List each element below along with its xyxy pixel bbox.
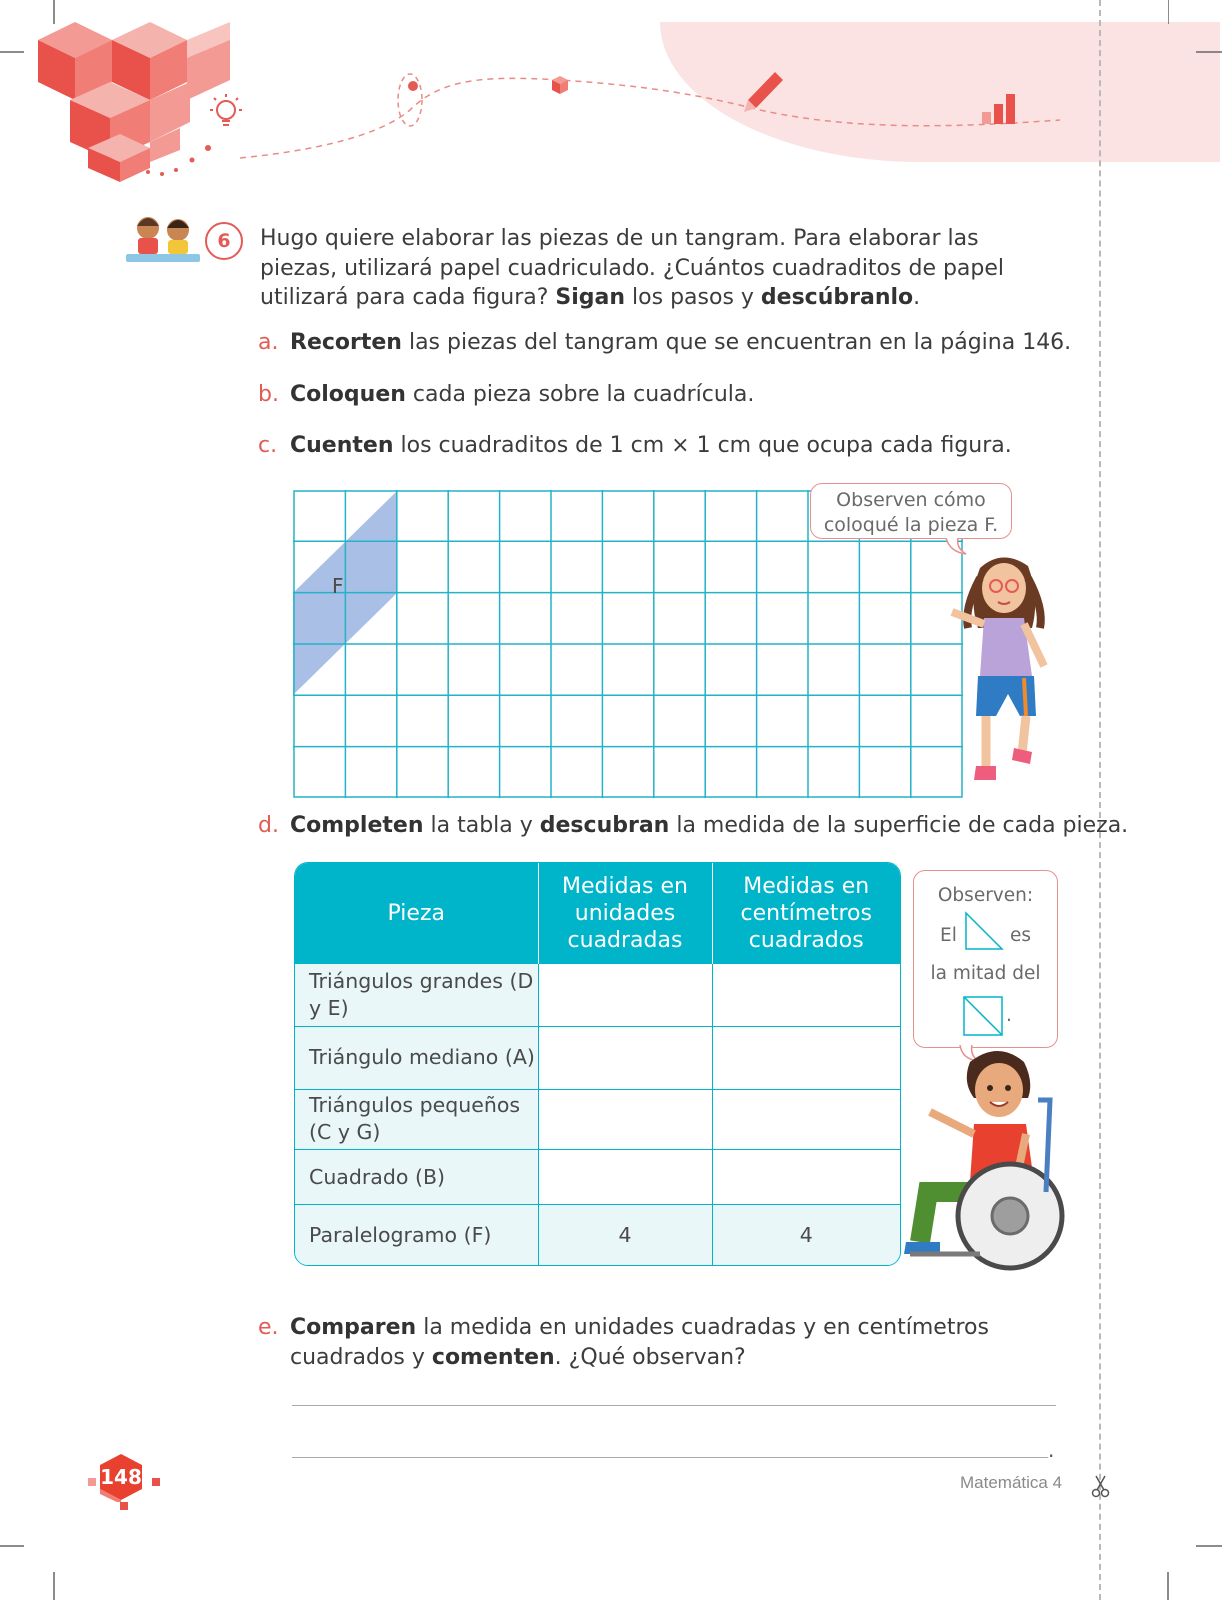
question-text-part: los pasos y <box>625 285 761 310</box>
answer-cell-cm[interactable] <box>712 964 900 1027</box>
step-letter: c. <box>258 433 278 458</box>
small-cube-icon <box>552 76 568 94</box>
step-a <box>258 330 1071 355</box>
answer-cell-cm[interactable] <box>712 1027 900 1089</box>
step-text: los cuadraditos de 1 cm × 1 cm que ocupa cada figura. <box>393 433 1012 458</box>
answer-line-2[interactable] <box>292 1457 1048 1458</box>
table-row <box>295 1205 900 1265</box>
square-with-diagonal-icon <box>962 995 1004 1037</box>
piece-f-label: F <box>332 574 344 598</box>
answer-cell-unidades[interactable] <box>538 1089 712 1149</box>
answer-line-end-dot: . <box>1048 1438 1055 1462</box>
question-text-part: . <box>913 285 921 310</box>
question-text <box>260 224 1060 313</box>
answer-cell-cm[interactable] <box>712 1149 900 1204</box>
value-cell-unidades: 4 <box>538 1205 712 1265</box>
step-text: la tabla y <box>423 813 540 838</box>
row-label: Triángulo mediano (A) <box>295 1027 538 1089</box>
bubble-line: Observen cómo <box>836 489 986 511</box>
bar-chart-icon <box>982 94 1015 124</box>
step-e <box>258 1313 1018 1373</box>
row-label: Triángulos pequeños (C y G) <box>295 1089 538 1149</box>
answer-cell-unidades[interactable] <box>538 1149 712 1204</box>
speech-bubble-girl <box>810 483 1012 539</box>
book-title-footer: Matemática 4 <box>960 1473 1063 1492</box>
step-verb: Cuenten <box>290 433 394 458</box>
girl-illustration <box>940 548 1075 798</box>
step-text: la medida de la superficie de cada pieza. <box>669 813 1129 838</box>
bubble-word: El <box>940 925 957 946</box>
cut-line <box>1099 0 1101 1600</box>
header-unidades: Medidas en unidades cuadradas <box>538 863 712 964</box>
table-header-row <box>295 863 900 964</box>
answer-line-1[interactable] <box>292 1405 1056 1406</box>
table-row <box>295 1027 900 1089</box>
step-text: . ¿Qué observan? <box>554 1344 746 1370</box>
step-letter: a. <box>258 330 279 355</box>
table-row <box>295 964 900 1027</box>
row-label: Cuadrado (B) <box>295 1149 538 1204</box>
bubble-line: Observen: <box>937 885 1034 906</box>
answer-cell-unidades[interactable] <box>538 1027 712 1089</box>
table-row <box>295 1149 900 1204</box>
bubble-line: coloqué la pieza F. <box>823 514 999 536</box>
header-pieza: Pieza <box>295 863 538 964</box>
step-letter: e. <box>258 1315 279 1340</box>
step-verb: descubran <box>539 813 670 838</box>
row-label: Paralelogramo (F) <box>295 1205 538 1265</box>
scissors-icon <box>1090 1474 1112 1498</box>
crop-mark <box>1168 0 1222 60</box>
bubble-word: es <box>1010 925 1032 946</box>
step-text: cada pieza sobre la cuadrícula. <box>405 382 755 407</box>
measures-table <box>294 862 901 1266</box>
step-verb: Coloquen <box>290 382 406 407</box>
value-cell-cm: 4 <box>712 1205 900 1265</box>
step-text: la medida en unidades cuadradas y en centímetros cuadrados y <box>290 1315 989 1370</box>
question-bold-verb: Sigan <box>555 285 626 310</box>
step-letter: d. <box>258 813 279 838</box>
question-number-badge: 6 <box>205 222 243 260</box>
boy-wheelchair-illustration <box>900 1042 1085 1292</box>
header-decoration <box>0 0 1100 200</box>
bubble-dot: . <box>1006 1005 1012 1026</box>
step-text: las piezas del tangram que se encuentran en la página 146. <box>401 330 1072 355</box>
answer-cell-cm[interactable] <box>712 1089 900 1149</box>
page-number: 148 <box>100 1465 142 1489</box>
table-row <box>295 1089 900 1149</box>
row-label: Triángulos grandes (D y E) <box>295 964 538 1027</box>
step-b <box>258 382 754 407</box>
cubes-icon <box>38 22 230 182</box>
pencil-icon <box>744 72 783 112</box>
lightbulb-icon <box>210 94 242 125</box>
step-verb: Recorten <box>290 330 402 355</box>
step-d <box>258 813 1128 838</box>
step-verb: Comparen <box>290 1315 417 1340</box>
step-c <box>258 433 1012 458</box>
header-centimetros: Medidas en centímetros cuadrados <box>712 863 900 964</box>
answer-cell-unidades[interactable] <box>538 964 712 1027</box>
step-verb: comenten <box>431 1344 555 1370</box>
step-verb: Completen <box>290 813 424 838</box>
question-text-part: Hugo quiere elaborar las piezas de un tangram. Para elaborar las piezas, utilizará papel cuadriculado. ¿Cuántos cuadraditos de papel utilizará para cada figura? <box>260 226 1005 310</box>
step-letter: b. <box>258 382 279 407</box>
triangle-icon <box>964 911 1004 951</box>
question-bold-verb: descúbranlo <box>760 285 914 310</box>
speech-bubble-boy <box>913 870 1058 1048</box>
bubble-line: la mitad del <box>930 963 1041 984</box>
page-badge-decoration <box>86 1468 166 1516</box>
bottom-crop-marks <box>0 1520 1222 1600</box>
kids-reading-icon <box>126 208 202 270</box>
